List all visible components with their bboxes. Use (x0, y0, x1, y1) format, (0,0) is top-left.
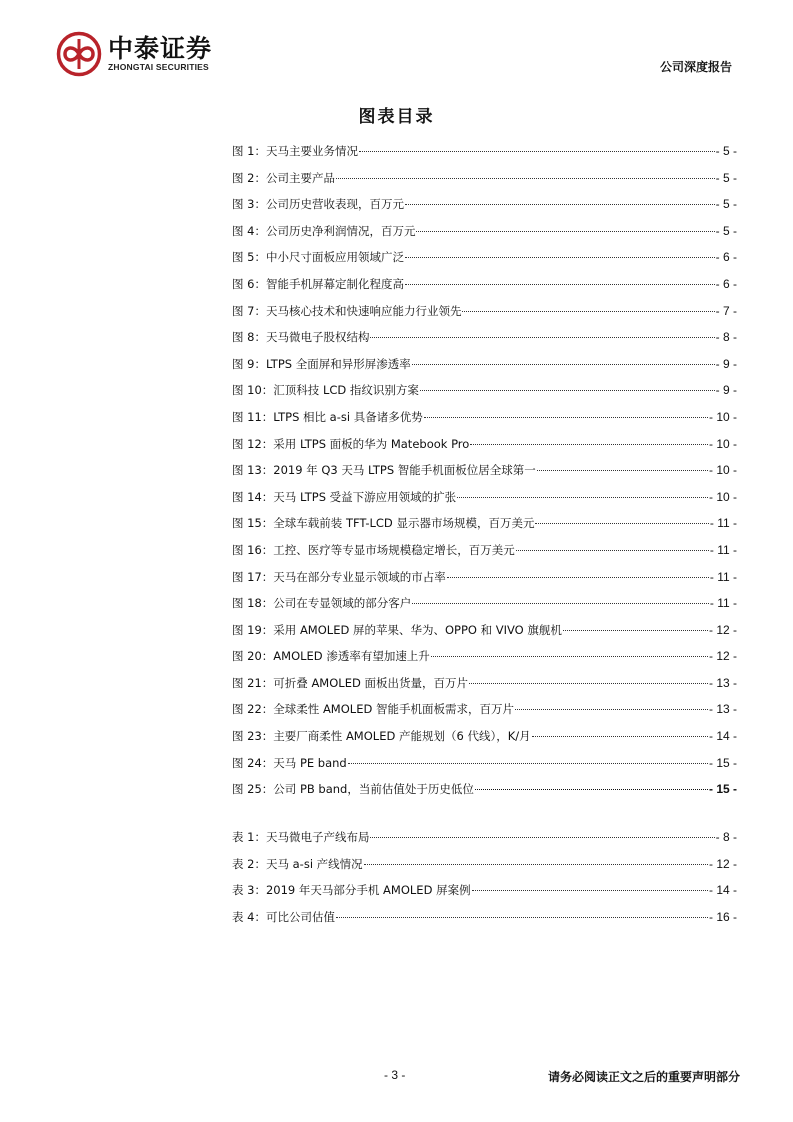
table-toc-entry[interactable] (232, 909, 737, 936)
toc-entry-page: - 12 - (708, 622, 737, 637)
toc-entry-page: - 12 - (708, 649, 737, 664)
toc-entry-page: - 5 - (715, 144, 737, 158)
toc-entry-label: 图 13：2019 年 Q3 天马 LTPS 智能手机面板位居全球第一 (232, 463, 536, 478)
toc-entry-page: - 6 - (715, 276, 737, 291)
dot-leader (470, 444, 708, 445)
logo-en-text: ZHONGTAI SECURITIES (108, 62, 209, 72)
figure-toc-entry[interactable] (232, 462, 737, 489)
dot-leader (412, 603, 709, 604)
toc-entry-page: - 5 - (715, 223, 737, 238)
toc-entry-label: 图 12：采用 LTPS 面板的华为 Matebook Pro (232, 436, 470, 451)
toc-entry-page: - 8 - (715, 830, 737, 844)
figure-toc-entry[interactable] (232, 249, 737, 276)
figure-toc-entry[interactable] (232, 170, 737, 197)
toc-entry-page: - 10 - (708, 409, 737, 424)
table-toc-entry[interactable] (232, 856, 737, 883)
dot-leader (370, 837, 714, 838)
toc-entry-page: - 9 - (715, 383, 737, 398)
dot-leader (532, 736, 708, 737)
logo-cn-text: 中泰证券 (108, 34, 213, 63)
toc-entry-label: 图 5：中小尺寸面板应用领域广泛 (232, 250, 404, 265)
toc-entry-page: - 6 - (715, 250, 737, 265)
figure-toc-entry[interactable] (232, 276, 737, 303)
dot-leader (405, 257, 715, 258)
toc-entry-label: 图 8：天马微电子股权结构 (232, 330, 370, 345)
figure-toc-entry[interactable] (232, 595, 737, 622)
figure-toc-entry[interactable] (232, 329, 737, 356)
toc-entry-page: - 8 - (715, 330, 737, 345)
report-type: 公司深度报告 (659, 60, 732, 74)
toc-entry-page: - 5 - (715, 170, 737, 185)
toc-entry-label: 图 15：全球车载前装 TFT-LCD 显示器市场规模，百万美元 (232, 516, 535, 531)
dot-leader (515, 709, 708, 710)
toc-entry-label: 图 3：公司历史营收表现，百万元 (232, 197, 404, 212)
dot-leader (405, 284, 715, 285)
toc-entry-page: - 15 - (708, 755, 737, 770)
toc-entry-page: - 11 - (709, 596, 737, 611)
toc-entry-label: 图 18：公司在专显领域的部分客户 (232, 596, 412, 611)
toc-entry-page: - 9 - (715, 356, 737, 371)
figure-toc-entry[interactable] (232, 622, 737, 649)
toc-entry-page: - 10 - (708, 489, 737, 504)
table-toc-entry[interactable] (232, 829, 737, 856)
dot-leader (563, 630, 708, 631)
toc-entry-label: 图 24：天马 PE band (232, 755, 347, 770)
toc-entry-page: - 13 - (708, 702, 737, 717)
company-logo (56, 31, 212, 77)
toc-entry-page: - 14 - (708, 729, 737, 744)
toc-entry-label: 图 22：全球柔性 AMOLED 智能手机面板需求，百万片 (232, 702, 514, 717)
page-title: 图表目录 (358, 107, 435, 127)
toc-entry-label: 图 23：主要厂商柔性 AMOLED 产能规划（6 代线），K/月 (232, 729, 531, 744)
figure-toc-entry[interactable] (232, 223, 737, 250)
toc-entry-label: 图 25：公司 PB band，当前估值处于历史低位 (232, 782, 474, 797)
dot-leader (462, 311, 714, 312)
toc-entry-label: 图 16：工控、医疗等专显市场规模稳定增长，百万美元 (232, 542, 515, 557)
toc-entry-page: - 10 - (708, 436, 737, 451)
toc-entry-label: 图 6：智能手机屏幕定制化程度高 (232, 276, 404, 291)
toc-entry-label: 图 2：公司主要产品 (232, 170, 335, 185)
dot-leader (475, 789, 708, 790)
figure-toc-entry[interactable] (232, 755, 737, 782)
dot-leader (336, 178, 715, 179)
dot-leader (370, 337, 714, 338)
dot-leader (359, 151, 715, 152)
dot-leader (336, 917, 708, 918)
toc-entry-page: - 7 - (715, 303, 737, 318)
dot-leader (412, 364, 715, 365)
toc-entry-label: 图 7：天马核心技术和快速响应能力行业领先 (232, 303, 462, 318)
dot-leader (348, 763, 708, 764)
figure-toc-entry[interactable] (232, 569, 737, 596)
disclaimer-note: 请务必阅读正文之后的重要声明部分 (547, 1070, 740, 1084)
figure-toc-entry[interactable] (232, 489, 737, 516)
figure-toc-entry[interactable] (232, 303, 737, 330)
toc-entry-label: 图 17：天马在部分专业显示领域的市占率 (232, 569, 446, 584)
figure-toc-entry[interactable] (232, 648, 737, 675)
figure-toc-entry[interactable] (232, 196, 737, 223)
toc-entry-page: - 11 - (709, 569, 737, 584)
figure-toc-entry[interactable] (232, 701, 737, 728)
toc-entry-label: 图 11：LTPS 相比 a-si 具备诸多优势 (232, 409, 423, 424)
toc-entry-label: 图 19：采用 AMOLED 屏的苹果、华为、OPPO 和 VIVO 旗舰机 (232, 622, 562, 637)
toc-entry-page: - 14 - (708, 883, 737, 898)
figure-toc-entry[interactable] (232, 515, 737, 542)
toc-entry-label: 图 9：LTPS 全面屏和异形屏渗透率 (232, 356, 411, 371)
toc-entry-page: - 11 - (709, 516, 737, 531)
dot-leader (447, 577, 709, 578)
toc-entry-page: - 10 - (708, 463, 737, 478)
toc-entry-label: 表 3：2019 年天马部分手机 AMOLED 屏案例 (232, 883, 471, 898)
toc-entry-label: 表 1：天马微电子产线布局 (232, 830, 370, 844)
toc-entry-label: 图 20：AMOLED 渗透率有望加速上升 (232, 649, 430, 664)
toc-entry-page: - 11 - (709, 542, 737, 557)
figure-toc-entry[interactable] (232, 409, 737, 436)
figure-toc-entry[interactable] (232, 728, 737, 755)
dot-leader (535, 523, 708, 524)
dot-leader (424, 417, 708, 418)
dot-leader (405, 204, 715, 205)
toc-entry-label: 图 21：可折叠 AMOLED 面板出货量，百万片 (232, 675, 468, 690)
table-list (232, 829, 737, 935)
dot-leader (469, 683, 708, 684)
dot-leader (431, 656, 708, 657)
figure-toc-entry[interactable] (232, 781, 737, 808)
toc-entry-page: - 16 - (708, 909, 737, 924)
toc-entry-label: 表 2：天马 a-si 产线情况 (232, 856, 363, 871)
figure-list (232, 143, 737, 808)
figure-toc-entry[interactable] (232, 542, 737, 569)
table-toc-entry[interactable] (232, 882, 737, 909)
dot-leader (516, 550, 709, 551)
figure-toc-entry[interactable] (232, 382, 737, 409)
dot-leader (364, 864, 708, 865)
figure-toc-entry[interactable] (232, 143, 737, 170)
dot-leader (420, 390, 715, 391)
toc-entry-page: - 5 - (715, 197, 737, 212)
toc-entry-label: 表 4：可比公司估值 (232, 909, 335, 924)
page-number: - 3 - (384, 1068, 406, 1082)
dot-leader (416, 231, 714, 232)
toc-entry-page: - 15 - (708, 782, 737, 797)
figure-toc-entry[interactable] (232, 436, 737, 463)
toc-entry-label: 图 10：汇顶科技 LCD 指纹识别方案 (232, 383, 419, 398)
toc-entry-page: - 13 - (708, 675, 737, 690)
figure-toc-entry[interactable] (232, 675, 737, 702)
dot-leader (537, 470, 708, 471)
dot-leader (457, 497, 708, 498)
toc-entry-label: 图 1：天马主要业务情况 (232, 144, 358, 158)
dot-leader (472, 890, 708, 891)
figure-toc-entry[interactable] (232, 356, 737, 383)
zhongtai-logo-icon (56, 31, 102, 77)
toc-entry-label: 图 4：公司历史净利润情况，百万元 (232, 223, 416, 238)
toc-entry-page: - 12 - (708, 856, 737, 871)
toc-entry-label: 图 14：天马 LTPS 受益下游应用领域的扩张 (232, 489, 457, 504)
